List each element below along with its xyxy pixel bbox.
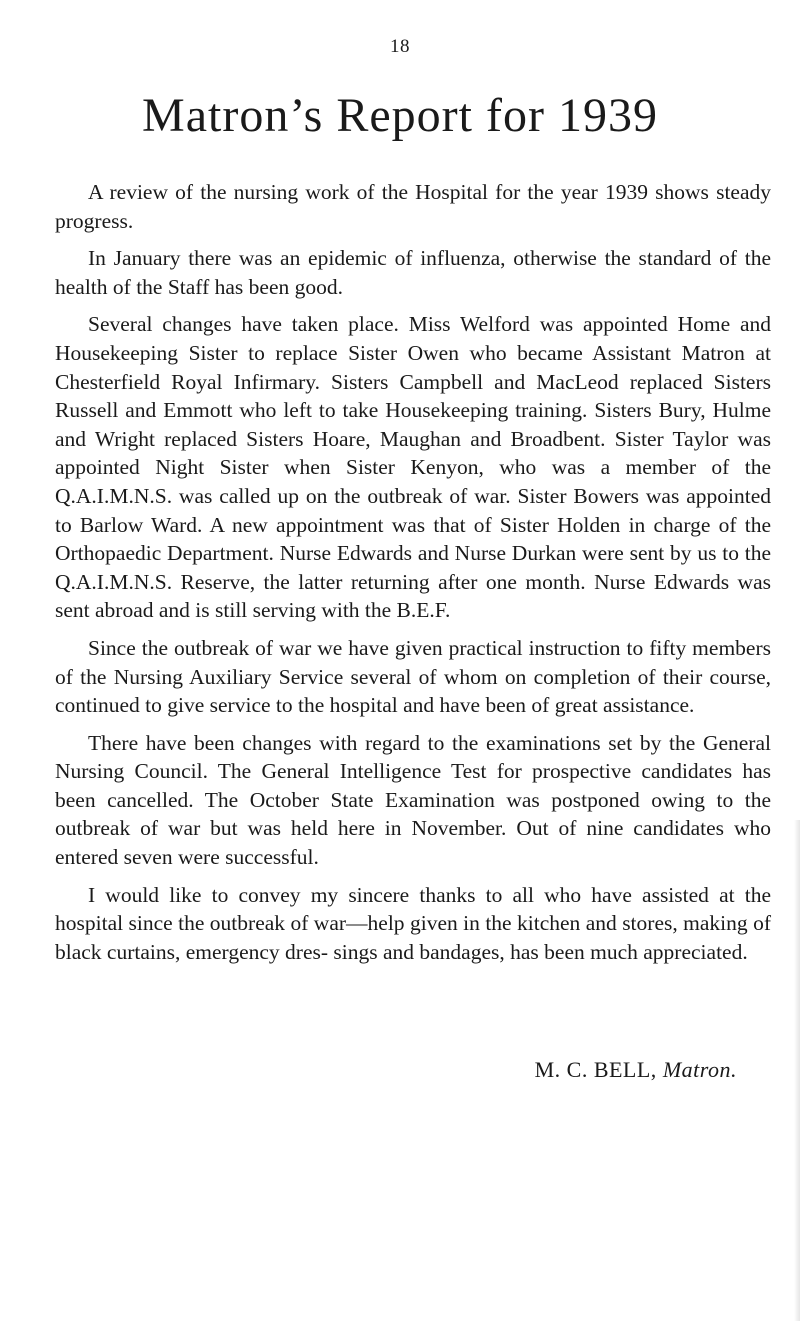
report-body — [55, 178, 771, 975]
page-title: Matron’s Report for 1939 — [142, 89, 658, 142]
page-edge-shadow — [794, 820, 800, 1321]
paragraph-examinations: There have been changes with regard to the examinations set by the General Nursing Council. The General Intelligence Test for prospective candidates has been cancelled. The October State Examination was postponed owing to the outbreak of war but was held here in November. Out of nine candidates who entered seven were successful. — [55, 730, 771, 870]
page-number: 18 — [390, 36, 410, 57]
paragraph-staff-changes: Several changes have taken place. Miss Welford was appointed Home and Housekeeping Sister to replace Sister Owen who became Assistant Matron at Chesterfield Royal Infirmary. Sisters Campbell and MacLeod replaced Sisters Russell and Emmott who left to take Housekeeping training. Sisters Bury, Hulme and Wright replaced Sisters Hoare, Maughan and Broadbent. Sister Taylor was appointed Night Sister when Sister Kenyon, who was a member of the Q.A.I.M.N.S. was called up on the outbreak of war. Sister Bowers was appointed to Barlow Ward. A new appointment was that of Sister Holden in charge of the Orthopaedic Department. Nurse Edwards and Nurse Durkan were sent by us to the Q.A.I.M.N.S. Reserve, the latter returning after one month. Nurse Edwards was sent abroad and is still serving with the B.E.F. — [55, 312, 771, 623]
paragraph-review: A review of the nursing work of the Hospital for the year 1939 shows steady progress. — [55, 180, 771, 233]
signature-name: M. C. BELL, — [534, 1057, 657, 1082]
paragraph-influenza: In January there was an epidemic of influenza, otherwise the standard of the health of the Staff has been good. — [55, 246, 771, 299]
signature-role: Matron. — [662, 1057, 737, 1082]
paragraph-thanks: I would like to convey my sincere thanks to all who have assisted at the hospital since the outbreak of war—help given in the kitchen and stores, making of black curtains, emergency dres- sings and bandages, has been much appreciated. — [55, 882, 771, 964]
paragraph-nursing-auxiliary: Since the outbreak of war we have given practical instruction to fifty members of the Nursing Auxiliary Service several of whom on completion of their course, continued to give service to the hospital and have been of great assistance. — [55, 635, 771, 718]
signature — [535, 1057, 737, 1083]
